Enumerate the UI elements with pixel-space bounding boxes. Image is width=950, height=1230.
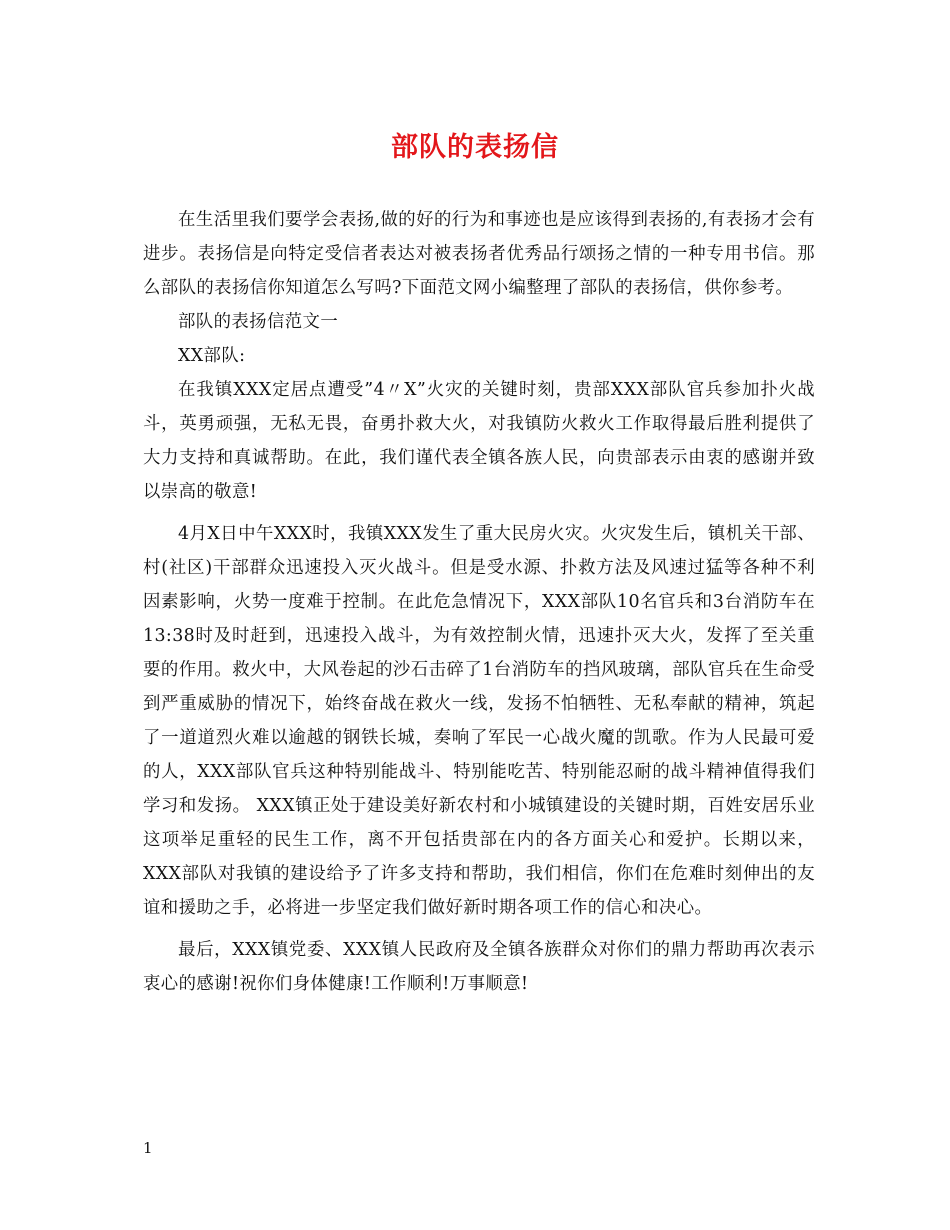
body-paragraph: 在我镇XXX定居点遭受”4〃X”火灾的关键时刻，贵部XXX部队官兵参加扑火战斗，英勇顽强，无私无畏，奋勇扑救大火，对我镇防火救火工作取得最后胜利提供了大力支持和真诚帮助。在此，我们谨代表全镇各族人民，向贵部表示由衷的感谢并致以崇高的敬意! — [143, 380, 815, 502]
intro-paragraph: 在生活里我们要学会表扬,做的好的行为和事迹也是应该得到表扬的,有表扬才会有进步。表扬信是向特定受信者表达对被表扬者优秀品行颂扬之情的一种专用书信。那么部队的表扬信你知道怎么写吗?下面范文网小编整理了部队的表扬信，供你参考。 — [143, 210, 815, 298]
letter-salutation: XX部队: — [178, 346, 246, 366]
page-number: 1 — [143, 1139, 153, 1157]
body-paragraph: 4月X日中午XXX时，我镇XXX发生了重大民房火灾。火灾发生后，镇机关干部、村(社区)干部群众迅速投入灭火战斗。但是受水源、扑救方法及风速过猛等各种不利因素影响，火势一度难于控制。在此危急情况下，XXX部队10名官兵和3台消防车在13:38时及时赶到，迅速投入战斗，为有效控制火情，迅速扑灭大火，发挥了至关重要的作用。救火中，大风卷起的沙石击碎了1台消防车的挡风玻璃，部队官兵在生命受到严重威胁的情况下，始终奋战在救火一线，发扬不怕牺牲、无私奉献的精神，筑起了一道道烈火难以逾越的钢铁长城，奏响了军民一心战火魔的凯歌。作为人民最可爱的人，XXX部队官兵这种特别能战斗、特别能吃苦、特别能忍耐的战斗精神值得我们学习和发扬。 XXX镇正处于建设美好新农村和小城镇建设的关键时期，百姓安居乐业这项举足重轻的民生工作，离不开包括贵部在内的各方面关心和爱护。长期以来，XXX部队对我镇的建设给予了许多支持和帮助，我们相信，你们在危难时刻伸出的友谊和援助之手，必将进一步坚定我们做好新时期各项工作的信心和决心。 — [143, 524, 815, 918]
document-title: 部队的表扬信 — [391, 132, 559, 163]
document-body — [143, 203, 815, 1001]
section-heading: 部队的表扬信范文一 — [178, 312, 339, 332]
closing-paragraph: 最后，XXX镇党委、XXX镇人民政府及全镇各族群众对你们的鼎力帮助再次表示衷心的感谢!祝你们身体健康!工作顺利!万事顺意! — [143, 940, 815, 994]
